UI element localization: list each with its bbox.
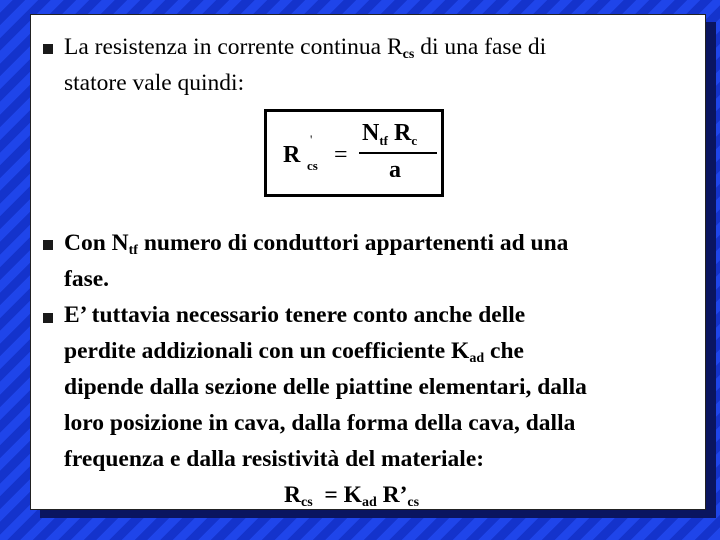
bullet-2-line-1: Con $N_{tf}$ numero di conduttori appartenenti ad una (64, 230, 569, 258)
formula-lhs: R (283, 142, 301, 168)
bullet-3-line-5: frequenza e dalla resistività del materiale: (64, 446, 485, 472)
slide (30, 14, 706, 510)
formula-denominator: a (389, 157, 401, 183)
bullet-2-line-2: fase. (64, 266, 110, 292)
formula-numerator: $N_{tf}$ $R_c$ (362, 120, 418, 148)
bullet-2-text (64, 225, 704, 297)
formula-box (264, 109, 444, 197)
bullet-1-line-2: statore vale quindi: (64, 70, 245, 96)
fraction-bar (359, 152, 437, 154)
formula-prime: ' (310, 132, 313, 147)
bullet-1-text (64, 29, 704, 101)
bullet-square-icon (43, 313, 53, 323)
bullet-square-icon (43, 240, 53, 250)
bullet-3-text (64, 297, 704, 477)
formula-equals: = (334, 142, 348, 168)
bullet-3-line-4: loro posizione in cava, dalla forma della cava, dalla (64, 410, 576, 436)
bullet-3-line-1: E’ tuttavia necessario tenere conto anche delle (64, 302, 526, 328)
formula-lhs-subscript: cs (307, 158, 318, 173)
final-formula: $R_{cs} = K_{ad}$ $R’_{cs}$ (284, 482, 420, 510)
bullet-3-line-2: perdite addizionali con un coefficiente $K_{ad}$ che (64, 338, 524, 366)
bullet-3-line-3: dipende dalla sezione delle piattine elementari, dalla (64, 374, 587, 400)
bullet-square-icon (43, 44, 53, 54)
bullet-1-line-1: La resistenza in corrente continua $R_{cs}$ di una fase di (64, 34, 547, 62)
